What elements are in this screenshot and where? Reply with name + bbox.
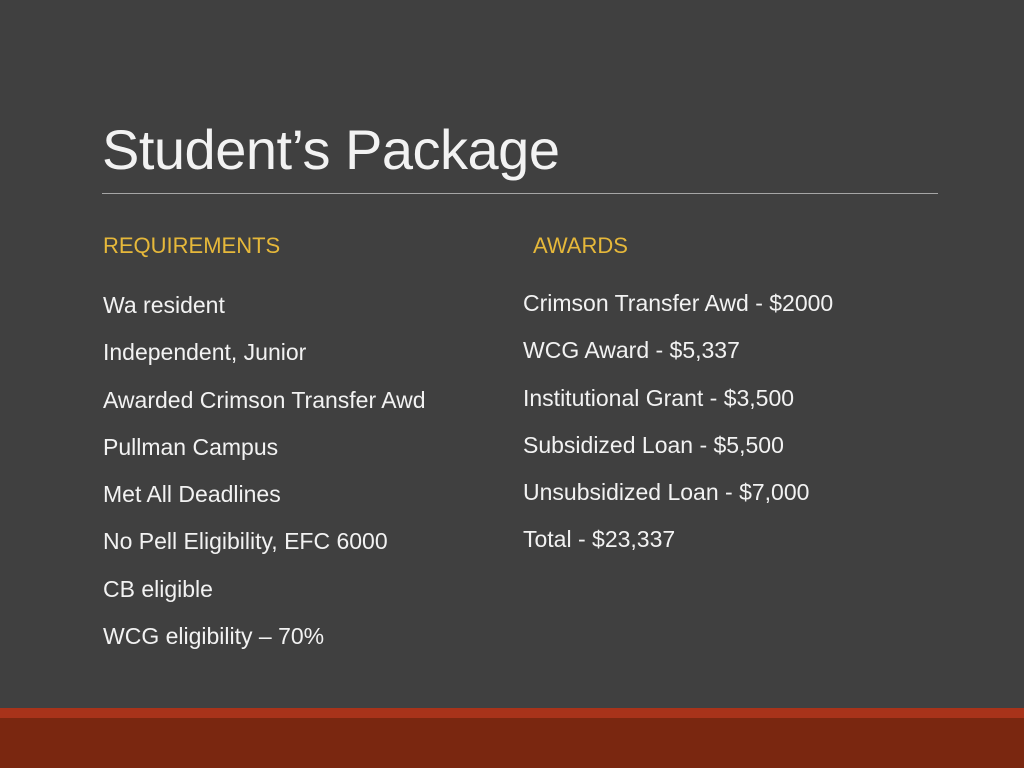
footer-band-accent (0, 708, 1024, 718)
awards-list (523, 280, 833, 564)
award-item: Subsidized Loan - $5,500 (523, 431, 784, 458)
requirement-item: Awarded Crimson Transfer Awd (103, 386, 426, 413)
requirement-item: WCG eligibility – 70% (103, 623, 325, 650)
award-item: Crimson Transfer Awd - $2000 (523, 290, 834, 316)
requirement-item: Wa resident (103, 292, 225, 318)
requirements-header: REQUIREMENTS (103, 233, 281, 258)
award-item: WCG Award - $5,337 (523, 337, 740, 364)
title-divider (102, 193, 938, 194)
requirement-item: Independent, Junior (103, 339, 307, 366)
award-total: Total - $23,337 (523, 526, 676, 553)
requirement-item: No Pell Eligibility, EFC 6000 (103, 528, 388, 555)
requirements-list (103, 282, 426, 660)
requirement-item: CB eligible (103, 575, 213, 602)
award-item: Institutional Grant - $3,500 (523, 384, 795, 411)
award-item: Unsubsidized Loan - $7,000 (523, 479, 810, 506)
awards-header: AWARDS (533, 233, 628, 258)
slide-title: Student’s Package (102, 118, 560, 181)
requirement-item: Pullman Campus (103, 433, 279, 460)
requirement-item: Met All Deadlines (103, 481, 281, 508)
